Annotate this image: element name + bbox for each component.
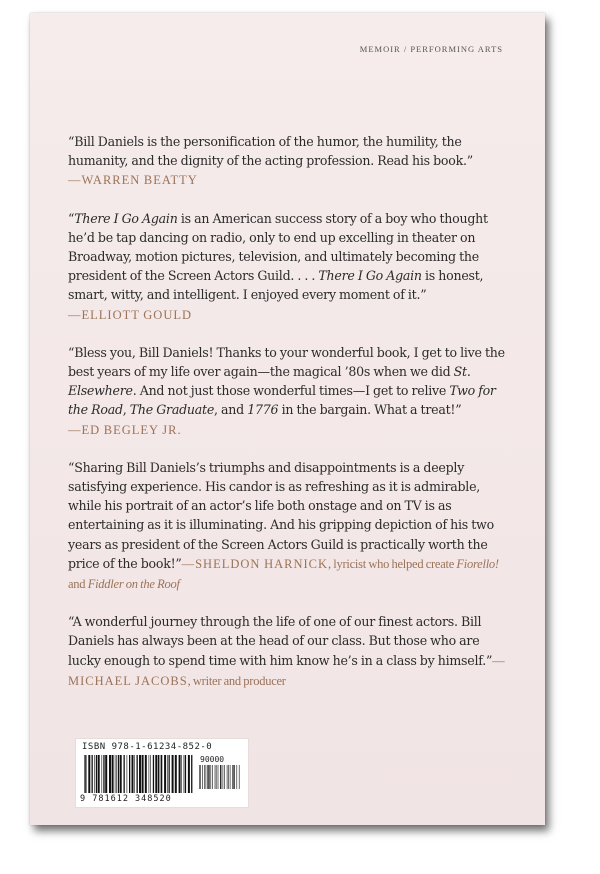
blurb [68,209,513,325]
blurb-attribution: —WARREN BEATTY [68,173,198,188]
blurb-quote: “A wonderful journey through the life of one of our finest actors. Bill Daniels has always been at the head of our class. But those who are lucky enough to spend time with him know he’s in a class by himself.” [68,614,493,668]
blurb-attribution-note: , writer and producer [187,673,286,688]
blurb-attribution: —ED BEGLEY JR. [68,422,182,437]
blurb-list [68,132,513,709]
price-code: 90000 [200,755,225,764]
blurb-attribution: —SHELDON HARNICK [181,556,329,571]
blurb-quote: “Bill Daniels is the personification of the humor, the humility, the humanity, and the dignity of the acting profession. Read his book.” [68,134,473,169]
blurb-quote: “Bless you, Bill Daniels! Thanks to your wonderful book, I get to live the best years of my life over again—the magical ’80s when we did St. Elsewhere. And not just those wonderful times—I get to relive Two for the Road, The Graduate, and 1776 in the bargain. What a treat!” [68,344,505,418]
blurb [68,343,513,440]
blurb [68,132,513,191]
isbn-text: ISBN 978-1-61234-852-0 [82,742,213,752]
isbn-barcode-icon [84,755,194,793]
book-back-cover [30,13,545,825]
blurb [68,612,513,691]
blurb-quote: “There I Go Again is an American success story of a boy who thought he’d be tap dancing on radio, only to end up excelling in theater on Broadway, motion pictures, television, and ultimately becoming the president of the Screen Actors Guild. . . . There I Go Again is honest, smart, witty, and intelligent. I enjoyed every moment of it.” [68,210,488,303]
genre-label: MEMOIR / PERFORMING ARTS [359,44,503,54]
ean-number: 9 781612 348520 [80,794,172,804]
blurb-attribution: —ELLIOTT GOULD [68,307,193,322]
blurb-attribution: —MICHAEL JACOBS [68,653,506,688]
blurb-attribution-note: , lyricist who helped create Fiorello! and Fiddler on the Roof [68,556,499,592]
blurb-quote: “Sharing Bill Daniels’s triumphs and disappointments is a deeply satisfying experience. His candor is as refreshing as it is admirable, while his portrait of an actor’s life both onstage and on TV is as entertaining as it is illuminating. And his gripping depiction of his two years as president of the Screen Actors Guild is practically worth the price of the book!” [68,459,494,571]
barcode-box [75,738,249,808]
blurb [68,458,513,594]
price-barcode-icon [199,765,241,789]
